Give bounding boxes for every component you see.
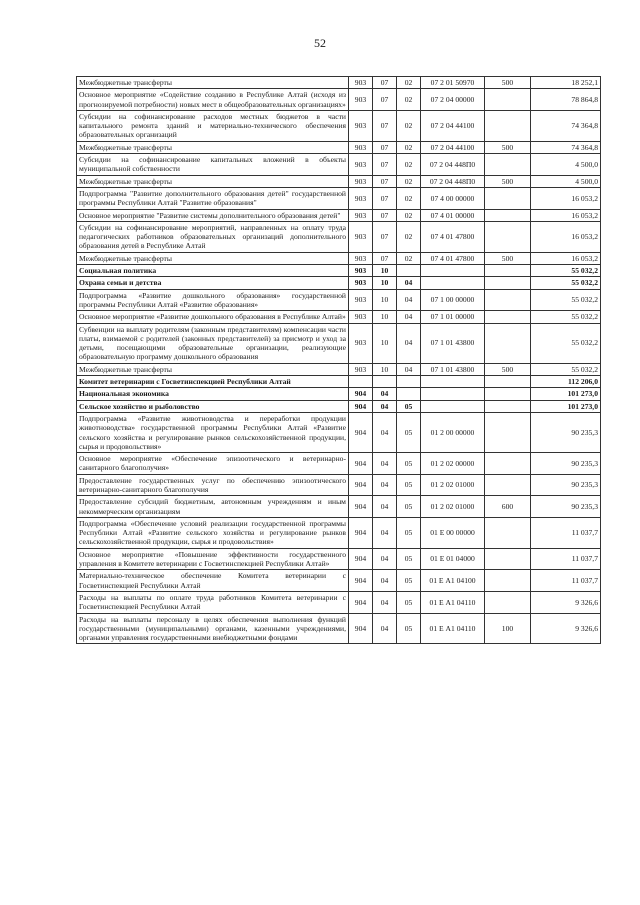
cell-target: 07 2 04 448П0 [421,175,485,187]
cell-amount: 16 053,2 [531,209,601,221]
page-number: 52 [314,36,326,50]
cell-subsection: 02 [397,252,421,264]
cell-amount: 55 032,2 [531,289,601,311]
cell-subsection: 05 [397,496,421,518]
cell-subsection: 05 [397,570,421,592]
table-row [77,110,601,141]
cell-kind: 500 [485,141,531,153]
cell-subsection: 04 [397,289,421,311]
cell-admin: 904 [349,517,373,548]
cell-kind [485,388,531,400]
cell-admin: 904 [349,412,373,452]
cell-target: 07 2 01 50970 [421,77,485,89]
cell-section: 07 [373,175,397,187]
cell-target: 07 4 01 47800 [421,252,485,264]
table-row [77,517,601,548]
cell-section: 07 [373,221,397,252]
cell-kind [485,89,531,111]
cell-amount: 101 273,0 [531,388,601,400]
cell-kind: 500 [485,175,531,187]
cell-subsection [397,265,421,277]
cell-name: Подпрограмма «Развитие дошкольного образования» государственной программы Республики Алтай «Развитие образования» [77,289,349,311]
table-row [77,89,601,111]
cell-target [421,265,485,277]
cell-name: Субвенции на выплату родителям (законным представителям) компенсации части платы, взимаемой с родителей (законных представителей) за присмотр и уход за детьми, посещающими образовательные организации, реализующие образовательную программу дошкольного образования [77,323,349,363]
cell-kind: 500 [485,363,531,375]
cell-amount: 90 235,3 [531,412,601,452]
cell-target: 01 2 02 01000 [421,474,485,496]
cell-kind [485,412,531,452]
cell-admin: 904 [349,453,373,475]
cell-amount: 11 037,7 [531,570,601,592]
table-row [77,570,601,592]
cell-amount: 16 053,2 [531,252,601,264]
table-row [77,187,601,209]
table-row [77,252,601,264]
cell-name: Межбюджетные трансферты [77,77,349,89]
cell-admin: 904 [349,388,373,400]
cell-amount: 90 235,3 [531,496,601,518]
cell-name: Подпрограмма "Развитие дополнительного образования детей" государственной программы Республики Алтай "Развитие образования" [77,187,349,209]
cell-name: Национальная экономика [77,388,349,400]
cell-section: 10 [373,277,397,289]
cell-amount: 112 206,0 [531,376,601,388]
cell-subsection [397,376,421,388]
cell-subsection [397,388,421,400]
cell-amount: 16 053,2 [531,187,601,209]
cell-section: 07 [373,252,397,264]
cell-kind: 600 [485,496,531,518]
cell-subsection: 05 [397,453,421,475]
cell-section: 04 [373,412,397,452]
cell-kind [485,110,531,141]
cell-admin: 903 [349,209,373,221]
cell-section: 10 [373,265,397,277]
table-row [77,289,601,311]
cell-target: 07 1 01 43800 [421,363,485,375]
cell-section [373,376,397,388]
cell-target: 01 2 02 01000 [421,496,485,518]
cell-section: 10 [373,363,397,375]
cell-name: Охрана семьи и детства [77,277,349,289]
cell-name: Предоставление государственных услуг по обеспечению эпизоотического ветеринарно-санитарного благополучия [77,474,349,496]
cell-kind [485,311,531,323]
cell-target: 07 2 04 44100 [421,110,485,141]
cell-subsection: 02 [397,175,421,187]
cell-amount: 74 364,8 [531,141,601,153]
cell-kind [485,400,531,412]
cell-subsection: 04 [397,323,421,363]
cell-name: Субсидии на софинансирование капитальных вложений в объекты муниципальной собственности [77,154,349,176]
cell-kind [485,221,531,252]
cell-section: 04 [373,613,397,644]
cell-name: Комитет ветеринарии с Госветинспекцией Республики Алтай [77,376,349,388]
cell-target: 07 4 00 00000 [421,187,485,209]
cell-target: 07 2 04 00000 [421,89,485,111]
cell-admin [349,376,373,388]
cell-kind [485,187,531,209]
cell-section: 07 [373,187,397,209]
cell-amount: 9 326,6 [531,591,601,613]
cell-section: 07 [373,89,397,111]
cell-admin: 904 [349,474,373,496]
cell-subsection: 02 [397,89,421,111]
cell-subsection: 02 [397,141,421,153]
cell-section: 04 [373,496,397,518]
cell-subsection: 02 [397,77,421,89]
cell-amount: 90 235,3 [531,453,601,475]
cell-amount: 11 037,7 [531,517,601,548]
cell-section: 07 [373,110,397,141]
cell-target: 01 Е А1 04110 [421,613,485,644]
cell-target: 01 Е 00 00000 [421,517,485,548]
cell-admin: 903 [349,77,373,89]
cell-name: Основное мероприятие «Повышение эффективности государственного управления в Комитете ветеринарии с Госветинспекцией Республики Алтай» [77,548,349,570]
cell-name: Субсидии на софинансирование расходов местных бюджетов в части капитального ремонта зданий и материально-технического обеспечения образовательных организаций [77,110,349,141]
cell-target [421,376,485,388]
cell-admin: 903 [349,89,373,111]
cell-section: 04 [373,388,397,400]
cell-section: 10 [373,323,397,363]
cell-kind [485,265,531,277]
cell-section: 04 [373,474,397,496]
table-row [77,613,601,644]
cell-admin: 903 [349,110,373,141]
table-row [77,591,601,613]
cell-admin: 903 [349,187,373,209]
cell-subsection: 05 [397,412,421,452]
cell-admin: 903 [349,154,373,176]
table-row [77,221,601,252]
cell-section: 10 [373,311,397,323]
cell-name: Социальная политика [77,265,349,277]
table-row [77,453,601,475]
table-row [77,412,601,452]
cell-subsection: 02 [397,209,421,221]
cell-target: 07 1 01 43800 [421,323,485,363]
cell-amount: 55 032,2 [531,323,601,363]
cell-subsection: 02 [397,187,421,209]
cell-amount: 101 273,0 [531,400,601,412]
cell-name: Подпрограмма «Развитие животноводства и переработки продукции животноводства» государственной программы Республики Алтай «Развитие сельского хозяйства и регулирование рынков сельскохозяйственной продукции, сырья и продовольствия» [77,412,349,452]
table-row [77,175,601,187]
cell-target: 07 2 04 44100 [421,141,485,153]
cell-name: Основное мероприятие «Развитие дошкольного образования в Республике Алтай» [77,311,349,323]
table-row [77,388,601,400]
cell-subsection: 05 [397,591,421,613]
cell-admin: 903 [349,311,373,323]
cell-subsection: 02 [397,110,421,141]
cell-name: Сельское хозяйство и рыболовство [77,400,349,412]
cell-kind [485,209,531,221]
cell-subsection: 02 [397,221,421,252]
cell-kind [485,548,531,570]
cell-kind: 100 [485,613,531,644]
cell-target: 07 4 01 00000 [421,209,485,221]
table-row [77,141,601,153]
cell-section: 07 [373,209,397,221]
cell-name: Подпрограмма «Обеспечение условий реализации государственной программы Республики Алтай «Развитие сельского хозяйства и регулирование рынков сельскохозяйственной продукции, сырья и продовольствия» [77,517,349,548]
cell-kind [485,591,531,613]
cell-section: 04 [373,548,397,570]
cell-name: Межбюджетные трансферты [77,252,349,264]
cell-admin: 903 [349,141,373,153]
cell-name: Расходы на выплаты по оплате труда работников Комитета ветеринарии с Госветинспекцией Республики Алтай [77,591,349,613]
table-row [77,400,601,412]
cell-section: 10 [373,289,397,311]
cell-name: Предоставление субсидий бюджетным, автономным учреждениям и иным некоммерческим организациям [77,496,349,518]
cell-target [421,400,485,412]
cell-kind [485,376,531,388]
cell-target: 07 4 01 47800 [421,221,485,252]
cell-amount: 4 500,0 [531,175,601,187]
table-row [77,154,601,176]
cell-section: 04 [373,591,397,613]
cell-amount: 55 032,2 [531,363,601,375]
cell-section: 04 [373,400,397,412]
cell-amount: 4 500,0 [531,154,601,176]
cell-subsection: 05 [397,548,421,570]
table-row [77,277,601,289]
table-row [77,323,601,363]
cell-target: 01 2 02 00000 [421,453,485,475]
cell-section: 04 [373,517,397,548]
cell-target: 07 1 00 00000 [421,289,485,311]
cell-target: 07 1 01 00000 [421,311,485,323]
cell-admin: 904 [349,400,373,412]
cell-amount: 16 053,2 [531,221,601,252]
cell-kind [485,289,531,311]
cell-subsection: 05 [397,517,421,548]
cell-amount: 55 032,2 [531,277,601,289]
cell-kind [485,517,531,548]
cell-subsection: 05 [397,400,421,412]
cell-admin: 903 [349,363,373,375]
cell-amount: 18 252,1 [531,77,601,89]
cell-name: Основное мероприятие "Развитие системы дополнительного образования детей" [77,209,349,221]
table-row [77,209,601,221]
cell-subsection: 05 [397,613,421,644]
cell-target: 01 Е А1 04100 [421,570,485,592]
cell-section: 07 [373,154,397,176]
cell-name: Межбюджетные трансферты [77,175,349,187]
cell-admin: 904 [349,570,373,592]
cell-amount: 74 364,8 [531,110,601,141]
cell-target: 01 2 00 00000 [421,412,485,452]
cell-amount: 90 235,3 [531,474,601,496]
cell-kind [485,453,531,475]
cell-amount: 55 032,2 [531,311,601,323]
cell-kind [485,570,531,592]
cell-name: Материально-техническое обеспечение Комитета ветеринарии с Госветинспекцией Республики Алтай [77,570,349,592]
cell-amount: 9 326,6 [531,613,601,644]
cell-name: Межбюджетные трансферты [77,363,349,375]
cell-admin: 903 [349,175,373,187]
cell-name: Основное мероприятие «Содействие созданию в Республике Алтай (исходя из прогнозируемой потребности) новых мест в общеобразовательных организациях» [77,89,349,111]
cell-admin: 903 [349,252,373,264]
cell-admin: 903 [349,289,373,311]
table-row [77,496,601,518]
cell-subsection: 04 [397,363,421,375]
cell-admin: 903 [349,221,373,252]
cell-target [421,277,485,289]
budget-table [76,76,601,644]
cell-admin: 904 [349,496,373,518]
table-row [77,474,601,496]
cell-section: 04 [373,453,397,475]
cell-amount: 55 032,2 [531,265,601,277]
table-row [77,363,601,375]
cell-kind [485,474,531,496]
cell-subsection: 04 [397,311,421,323]
cell-target: 01 Е А1 04110 [421,591,485,613]
cell-name: Основное мероприятие «Обеспечение эпизоотического и ветеринарно-санитарного благополучия» [77,453,349,475]
cell-target [421,388,485,400]
cell-target: 07 2 04 448П0 [421,154,485,176]
cell-admin: 904 [349,591,373,613]
table-row [77,311,601,323]
cell-admin: 903 [349,277,373,289]
cell-kind [485,277,531,289]
cell-subsection: 02 [397,154,421,176]
cell-section: 07 [373,77,397,89]
cell-section: 04 [373,570,397,592]
cell-kind [485,154,531,176]
cell-admin: 903 [349,323,373,363]
table-row [77,376,601,388]
table-row [77,265,601,277]
cell-kind [485,323,531,363]
cell-subsection: 04 [397,277,421,289]
cell-name: Субсидии на софинансирование мероприятий, направленных на оплату труда педагогических работников образовательных организаций дополнительного образования детей в Республике Алтай [77,221,349,252]
cell-admin: 903 [349,265,373,277]
cell-section: 07 [373,141,397,153]
cell-amount: 11 037,7 [531,548,601,570]
cell-subsection: 05 [397,474,421,496]
cell-name: Межбюджетные трансферты [77,141,349,153]
table-row [77,548,601,570]
cell-admin: 904 [349,548,373,570]
cell-name: Расходы на выплаты персоналу в целях обеспечения выполнения функций государственными (муниципальными) органами, казенными учреждениями, органами управления государственными внебюджетными фондами [77,613,349,644]
cell-admin: 904 [349,613,373,644]
cell-amount: 78 864,8 [531,89,601,111]
cell-kind: 500 [485,252,531,264]
cell-kind: 500 [485,77,531,89]
table-row [77,77,601,89]
cell-target: 01 Е 01 04000 [421,548,485,570]
